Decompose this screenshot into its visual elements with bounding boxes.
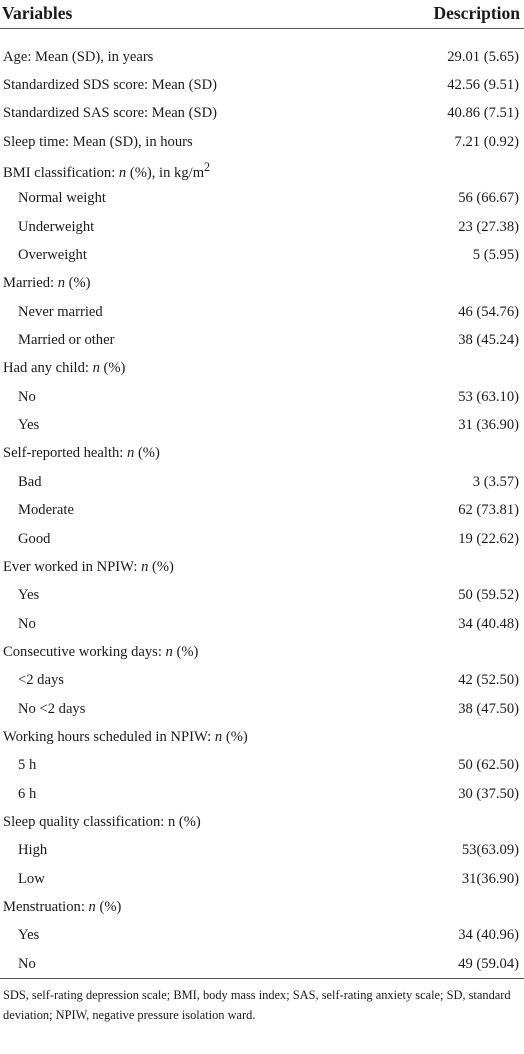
table-row	[0, 383, 524, 411]
variable-cell	[0, 780, 380, 808]
variable-cell	[0, 950, 380, 978]
variable-label: Low	[18, 870, 45, 887]
variable-label: Married or other	[18, 332, 115, 349]
description-cell	[380, 270, 524, 298]
variable-label: Standardized SDS score: Mean (SD)	[3, 77, 217, 94]
header-variables: Variables	[2, 3, 73, 23]
variable-cell	[0, 411, 380, 439]
description-cell: 29.01 (5.65)	[447, 48, 519, 65]
variable-cell	[0, 752, 380, 780]
variable-cell	[0, 128, 380, 156]
variable-label: 6 h	[18, 785, 37, 802]
table-row	[0, 950, 524, 978]
table-row	[0, 185, 524, 213]
description-cell: 42.56 (9.51)	[447, 77, 519, 94]
description-cell	[380, 553, 524, 581]
variable-label: Good	[18, 530, 51, 547]
table-row	[0, 638, 524, 666]
variable-cell	[0, 298, 380, 326]
variable-label-superscript: 2	[204, 159, 211, 174]
description-cell	[380, 156, 524, 184]
description-cell: 56 (66.67)	[458, 190, 519, 207]
description-cell	[380, 893, 524, 921]
variable-cell	[0, 156, 380, 184]
description-cell	[380, 723, 524, 751]
description-cell: 46 (54.76)	[458, 303, 519, 320]
description-cell	[380, 808, 524, 836]
variable-cell	[0, 808, 380, 836]
table-row	[0, 695, 524, 723]
variable-label: Age: Mean (SD), in years	[3, 48, 154, 65]
description-cell: 38 (47.50)	[458, 700, 519, 717]
table-row	[0, 241, 524, 269]
table-row	[0, 355, 524, 383]
table-row	[0, 610, 524, 638]
variable-label: Yes	[18, 927, 40, 944]
table-row	[0, 411, 524, 439]
description-cell: 34 (40.48)	[458, 615, 519, 632]
variable-label: No	[18, 388, 36, 405]
variable-label: No	[18, 615, 36, 632]
variable-label: BMI classification:	[3, 164, 119, 181]
variable-label-suffix: (%)	[222, 728, 248, 745]
table-row	[0, 29, 524, 72]
variable-cell	[0, 270, 380, 298]
variable-cell	[0, 497, 380, 525]
description-cell: 30 (37.50)	[458, 785, 519, 802]
variable-cell	[0, 922, 380, 950]
variable-cell	[0, 553, 380, 581]
variable-label-italic: n	[92, 360, 100, 377]
variable-cell	[0, 525, 380, 553]
variable-cell	[0, 638, 380, 666]
table-row	[0, 440, 524, 468]
table-row	[0, 667, 524, 695]
description-cell: 3 (3.57)	[472, 473, 519, 490]
variable-label: Standardized SAS score: Mean (SD)	[3, 105, 217, 122]
variable-label: Married:	[3, 275, 58, 292]
variable-label-italic: n	[127, 445, 135, 462]
variable-cell	[0, 71, 380, 99]
table-row	[0, 497, 524, 525]
variable-label: Sleep time: Mean (SD), in hours	[3, 133, 193, 150]
table-row	[0, 752, 524, 780]
description-cell: 23 (27.38)	[458, 218, 519, 235]
variable-label-suffix: (%), in kg/m	[126, 164, 205, 181]
table-row	[0, 71, 524, 99]
variable-cell	[0, 355, 380, 383]
variable-label: High	[18, 842, 48, 859]
variable-label-suffix: (%)	[148, 558, 174, 575]
variable-label: Overweight	[18, 247, 87, 264]
description-cell: 49 (59.04)	[458, 955, 519, 972]
variable-label: Had any child:	[3, 360, 93, 377]
variable-label-suffix: (%)	[172, 643, 199, 660]
table-row	[0, 525, 524, 553]
variable-cell	[0, 695, 380, 723]
table-row	[0, 837, 524, 865]
variable-label: <2 days	[18, 672, 64, 689]
variable-cell	[0, 185, 380, 213]
variable-label: Underweight	[18, 218, 95, 235]
description-cell: 42 (52.50)	[458, 672, 519, 689]
table-row	[0, 128, 524, 156]
description-cell: 7.21 (0.92)	[454, 133, 519, 150]
description-cell: 31 (36.90)	[458, 417, 519, 434]
table-body	[0, 29, 524, 979]
table-row	[0, 213, 524, 241]
variable-cell	[0, 326, 380, 354]
variable-cell	[0, 582, 380, 610]
variable-label: 5 h	[18, 757, 37, 774]
variable-label-italic: n	[165, 643, 173, 660]
variable-cell	[0, 468, 380, 496]
table-row	[0, 582, 524, 610]
variable-label: No	[18, 955, 36, 972]
table-row	[0, 156, 524, 184]
table-row	[0, 298, 524, 326]
description-cell: 34 (40.96)	[458, 927, 519, 944]
variable-cell	[0, 667, 380, 695]
variable-label: No <2 days	[18, 700, 86, 717]
variable-label-italic: n	[214, 728, 223, 745]
table-row	[0, 468, 524, 496]
variable-cell	[0, 29, 380, 72]
variable-label: Working hours scheduled in NPIW:	[3, 728, 215, 745]
variable-label-suffix: (%)	[99, 360, 126, 377]
table-row	[0, 326, 524, 354]
description-cell: 50 (59.52)	[458, 587, 519, 604]
header-description: Description	[433, 3, 520, 23]
variable-label: Never married	[18, 303, 103, 320]
table-row	[0, 922, 524, 950]
variable-label: Moderate	[18, 502, 74, 519]
variable-label: Consecutive working days:	[3, 643, 166, 660]
variable-label-suffix: (%)	[134, 445, 160, 462]
variable-cell	[0, 837, 380, 865]
variable-label-suffix: (%)	[65, 275, 91, 292]
table-footnote: SDS, self-rating depression scale; BMI, body mass index; SAS, self-rating anxiety scale; SD, standard deviation; NPIW, negative pressure isolation ward.	[3, 988, 511, 1023]
description-cell: 19 (22.62)	[458, 530, 519, 547]
table-row	[0, 893, 524, 921]
variable-label-italic: n	[88, 898, 96, 915]
variable-label: Yes	[18, 417, 40, 434]
table-row	[0, 270, 524, 298]
table-row	[0, 100, 524, 128]
table-row	[0, 865, 524, 893]
variable-label: Menstruation:	[3, 898, 89, 915]
variable-cell	[0, 610, 380, 638]
description-cell: 5 (5.95)	[472, 247, 519, 264]
variable-label-italic: n	[118, 164, 127, 181]
description-cell	[380, 355, 524, 383]
description-cell: 38 (45.24)	[458, 332, 519, 349]
variable-label: Bad	[18, 473, 42, 490]
variable-label-suffix: (%)	[95, 898, 122, 915]
description-cell: 53(63.09)	[461, 842, 519, 859]
table-row	[0, 780, 524, 808]
variable-cell	[0, 213, 380, 241]
variable-cell	[0, 383, 380, 411]
description-cell: 62 (73.81)	[458, 502, 519, 519]
variable-label: Ever worked in NPIW:	[3, 558, 142, 575]
table-row	[0, 723, 524, 751]
variable-cell	[0, 440, 380, 468]
table-header-row	[0, 0, 524, 28]
variable-label-italic: n	[57, 275, 66, 292]
description-cell: 40.86 (7.51)	[447, 105, 519, 122]
variable-label: Self-reported health:	[3, 445, 127, 462]
description-cell: 31(36.90)	[461, 870, 519, 887]
table-row	[0, 553, 524, 581]
variable-label-italic: n	[141, 558, 149, 575]
variable-cell	[0, 893, 380, 921]
variable-cell	[0, 100, 380, 128]
description-cell	[380, 638, 524, 666]
description-cell	[380, 440, 524, 468]
variable-label: Sleep quality classification: n (%)	[3, 813, 201, 830]
variable-label: Yes	[18, 587, 40, 604]
variable-cell	[0, 241, 380, 269]
variable-label: Normal weight	[18, 190, 106, 207]
table-row	[0, 808, 524, 836]
variable-cell	[0, 865, 380, 893]
variable-cell	[0, 723, 380, 751]
description-cell: 53 (63.10)	[458, 388, 519, 405]
description-cell: 50 (62.50)	[458, 757, 519, 774]
